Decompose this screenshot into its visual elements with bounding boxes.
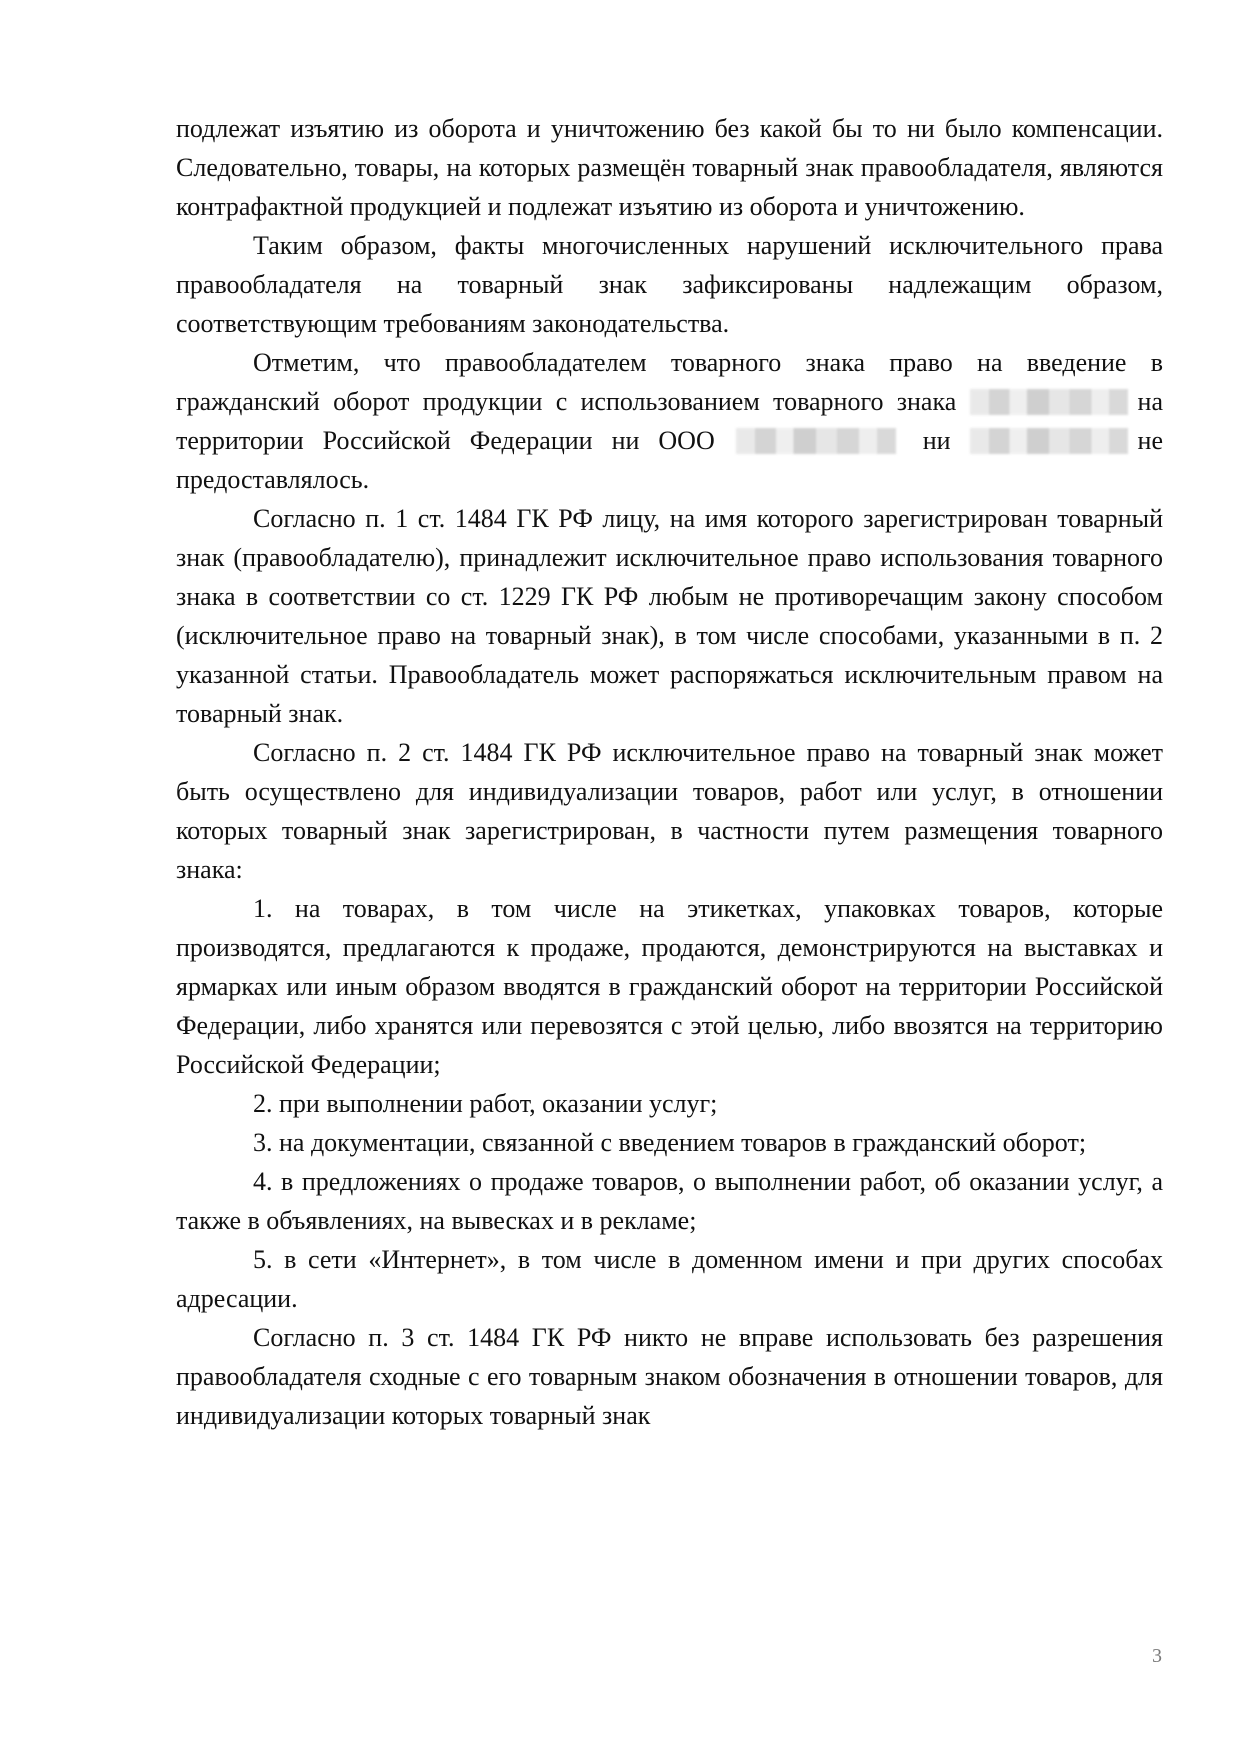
paragraph-violations-recorded: Таким образом, факты многочисленных нарушений исключительного права правообладателя на товарный знак зафиксированы надлежащим образом, соответствующим требованиям законодательства. <box>176 231 1163 338</box>
paragraph-article-1484-1: Согласно п. 1 ст. 1484 ГК РФ лицу, на имя которого зарегистрирован товарный знак (правообладателю), принадлежит исключительное право использования товарного знака в соответствии со ст. 1229 ГК РФ любым не противоречащим закону способом (исключительное право на товарный знак), в том числе способами, указанными в п. 2 указанной статьи. Правообладатель может распоряжаться исключительным правом на товарный знак. <box>176 504 1163 728</box>
paragraph-no-permission <box>176 343 1163 499</box>
paragraph-no-permission-part4: не предоставлялось. <box>176 426 1164 494</box>
list-item-5: 5. в сети «Интернет», в том числе в доменном имени и при других способах адресации. <box>176 1245 1163 1313</box>
redacted-entity-name <box>970 428 1128 454</box>
redacted-company-name <box>736 428 896 454</box>
list-item-2: 2. при выполнении работ, оказании услуг; <box>253 1089 718 1118</box>
paragraph-no-permission-part3: ни <box>922 426 951 455</box>
redacted-trademark <box>970 389 1128 415</box>
paragraph-no-permission-part1: Отметим, что правообладателем товарного знака право на введение в гражданский оборот продукции с использованием товарного знака <box>176 348 1163 416</box>
document-body <box>176 109 1163 1435</box>
paragraph-article-1484-3: Согласно п. 3 ст. 1484 ГК РФ никто не вправе использовать без разрешения правообладателя сходные с его товарным знаком обозначения в отношении товаров, для индивидуализации которых товарный знак <box>176 1323 1163 1430</box>
list-item-1: 1. на товарах, в том числе на этикетках, упаковках товаров, которые производятся, предлагаются к продаже, продаются, демонстрируются на выставках и ярмарках или иным образом вводятся в гражданский оборот на территории Российской Федерации, либо хранятся или перевозятся с этой целью, либо ввозятся на территорию Российской Федерации; <box>176 894 1163 1079</box>
paragraph-continued: подлежат изъятию из оборота и уничтожению без какой бы то ни было компенсации. Следовательно, товары, на которых размещён товарный знак правообладателя, являются контрафактной продукцией и подлежат изъятию из оборота и уничтожению. <box>176 114 1163 221</box>
list-item-3: 3. на документации, связанной с введением товаров в гражданский оборот; <box>253 1128 1087 1157</box>
paragraph-article-1484-2: Согласно п. 2 ст. 1484 ГК РФ исключительное право на товарный знак может быть осуществлено для индивидуализации товаров, работ или услуг, в отношении которых товарный знак зарегистрирован, в частности путем размещения товарного знака: <box>176 738 1163 884</box>
list-item-4: 4. в предложениях о продаже товаров, о выполнении работ, об оказании услуг, а также в объявлениях, на вывесках и в рекламе; <box>176 1167 1163 1235</box>
paragraph-no-permission-part2: на территории Российской Федерации ни ООО <box>176 387 1164 455</box>
page-number: 3 <box>1152 1645 1162 1667</box>
